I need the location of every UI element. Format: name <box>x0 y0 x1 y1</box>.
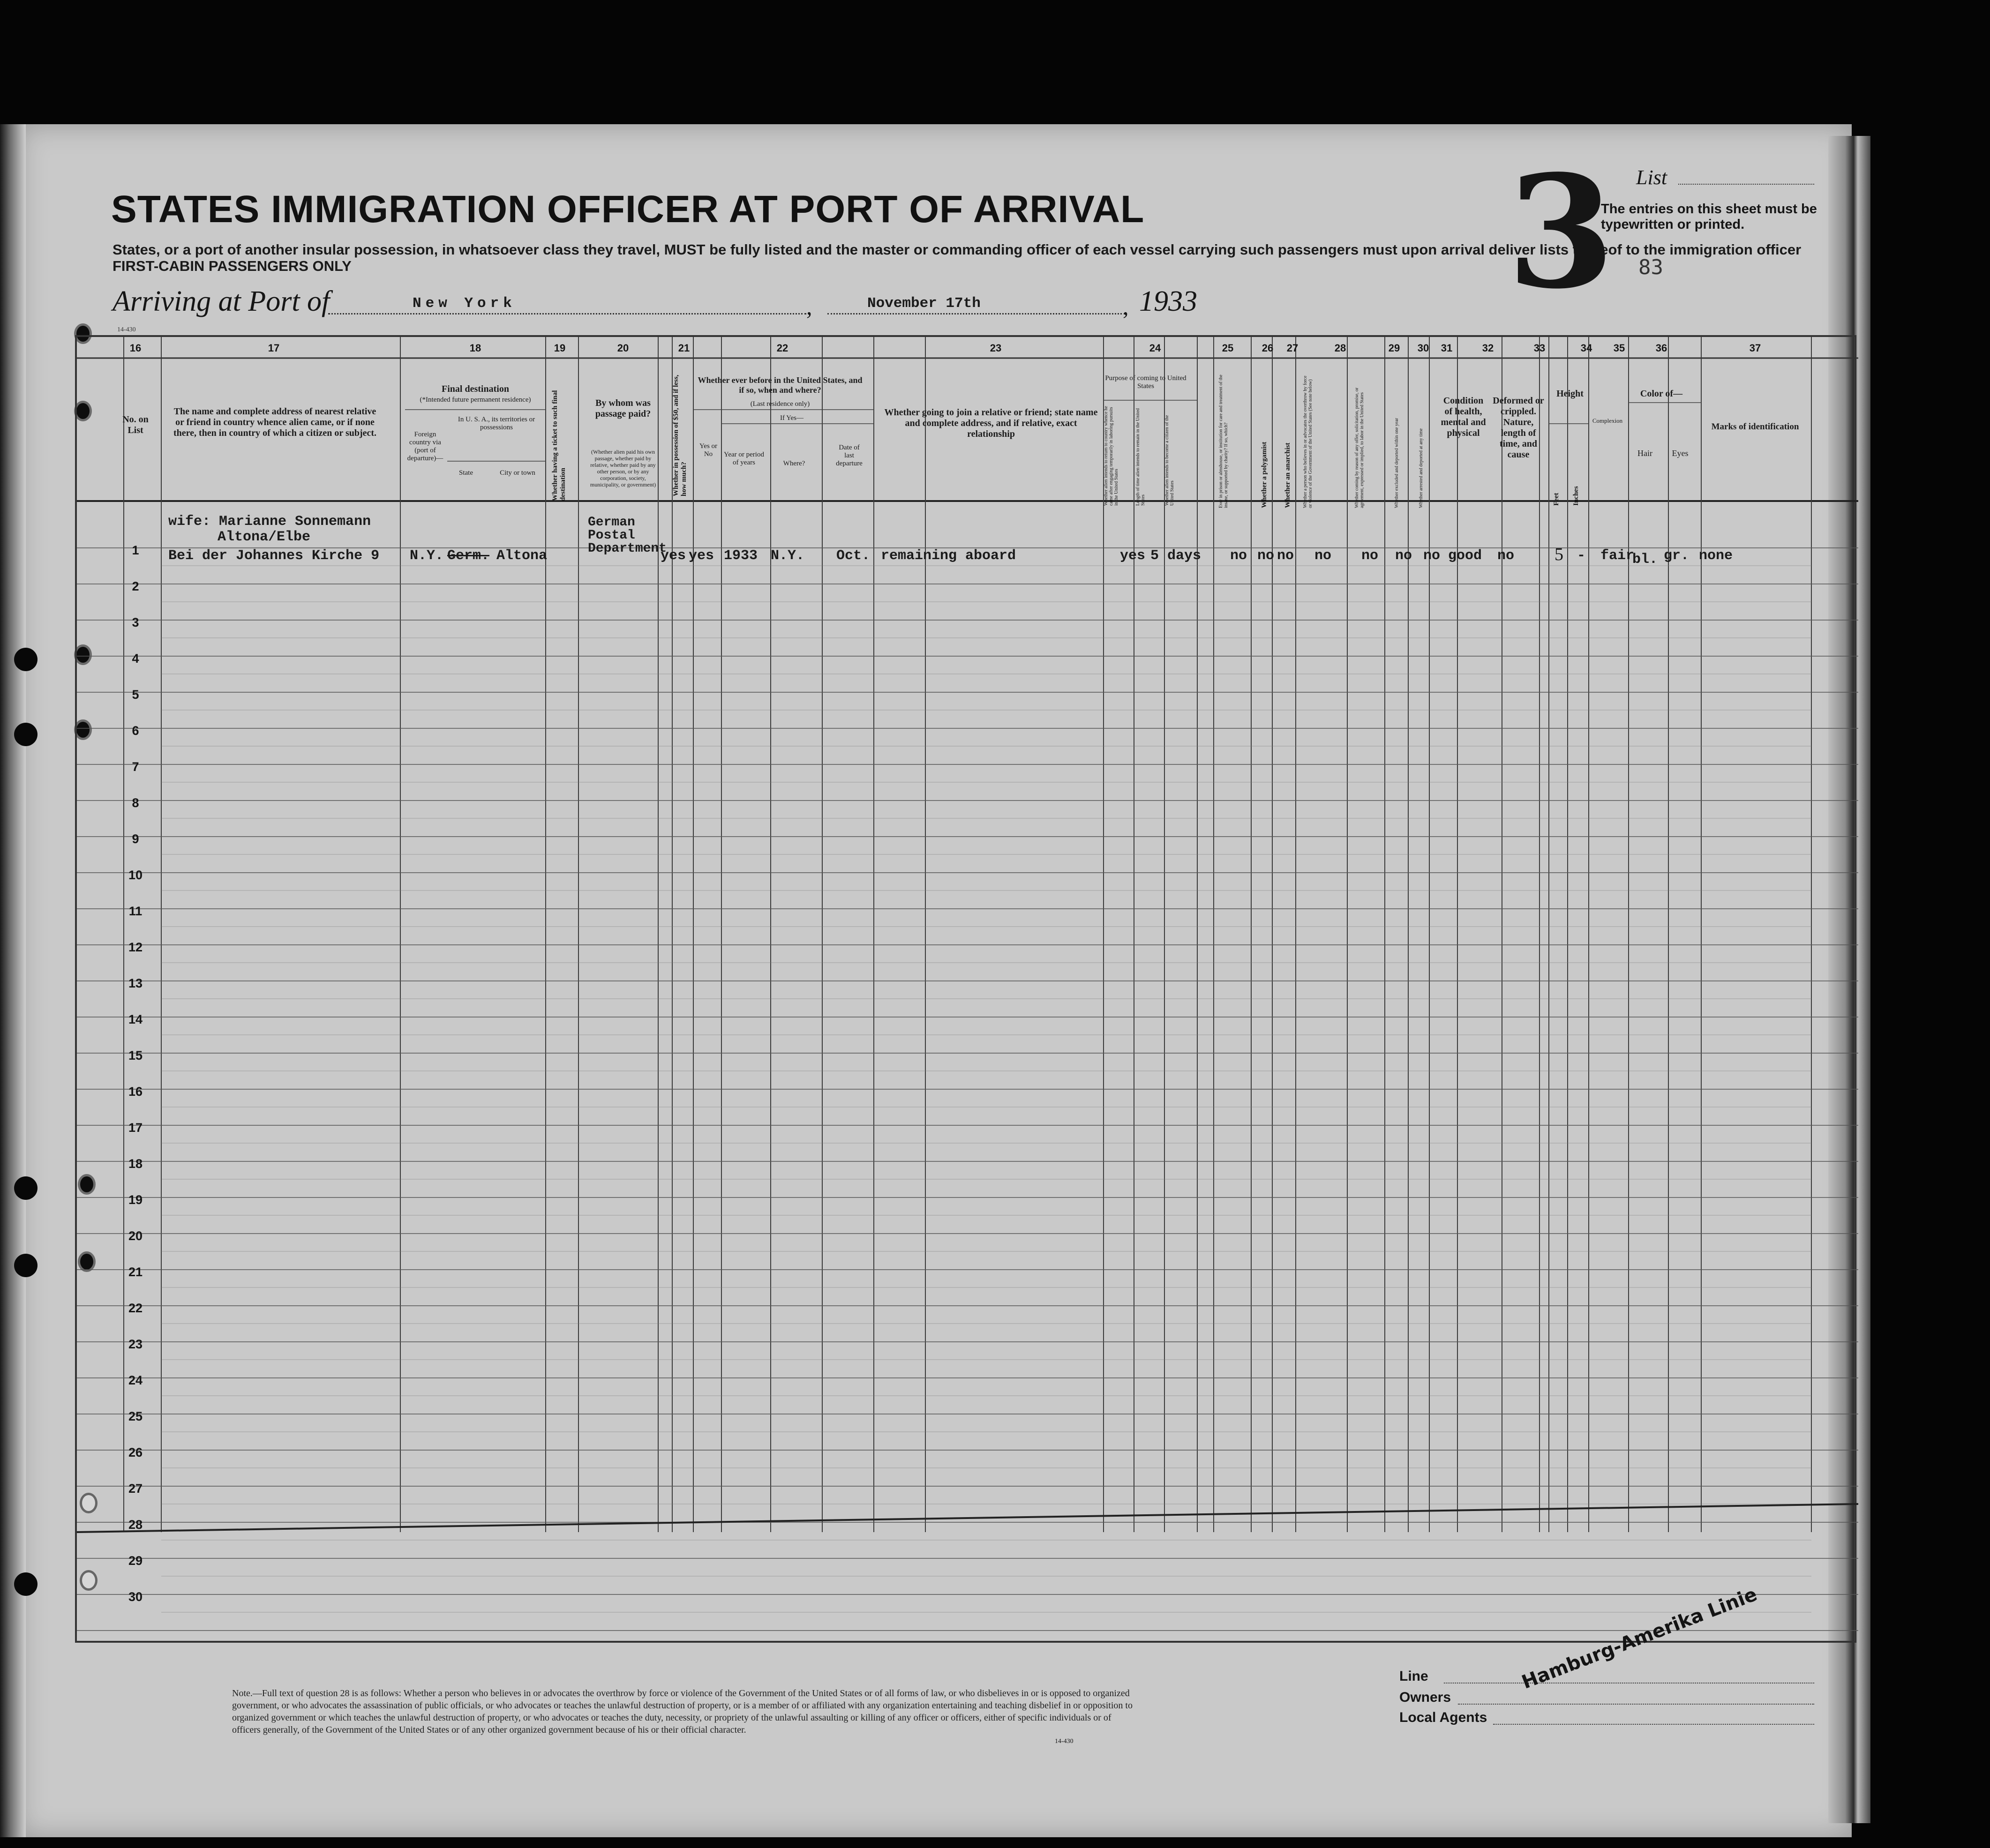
col-number: 28 <box>1334 342 1346 354</box>
paid-by-line1: German <box>588 515 635 530</box>
binder-hole <box>14 1176 38 1200</box>
paid-by-line2: Postal <box>588 528 635 543</box>
col-number: 29 <box>1388 342 1400 354</box>
row-number: 13 <box>128 976 143 990</box>
header-last-residence: (Last residence only) <box>750 400 810 408</box>
col-number: 27 <box>1286 342 1299 354</box>
page-number: 83 <box>1638 255 1663 279</box>
header-excluded: Whether excluded and deported within one year <box>1394 418 1399 508</box>
row-number: 23 <box>128 1337 143 1351</box>
arriving-label: Arriving at Port of <box>113 285 330 317</box>
sheet-number: 3 <box>1507 141 1615 323</box>
header-inches: Inches <box>1572 486 1580 506</box>
row-number: 27 <box>128 1481 143 1496</box>
header-citizen-intent: Whether alien intends to become a citizen of the United States <box>1164 415 1175 506</box>
col-number: 19 <box>554 342 566 354</box>
header-where: Where? <box>783 460 805 467</box>
eyes-value: gr. <box>1664 548 1690 564</box>
row-number: 18 <box>128 1157 143 1171</box>
header-complexion: Complexion <box>1592 417 1623 424</box>
row-number: 15 <box>128 1048 143 1062</box>
header-return-intent: Whether alien intends to return to country whence he came after engaging temporarily in laboring pursuits in the United States <box>1104 406 1119 506</box>
row-number: 2 <box>132 579 139 593</box>
header-health: Condition of health, mental and physical <box>1441 396 1486 438</box>
owners-line <box>1458 1704 1814 1705</box>
row-number: 29 <box>128 1554 143 1568</box>
col-number: 16 <box>129 342 142 354</box>
date-line <box>827 313 1125 314</box>
col-number: 24 <box>1149 342 1161 354</box>
class-line: FIRST-CABIN PASSENGERS ONLY <box>113 258 352 274</box>
header-date-departure: Date of last departure <box>836 444 863 467</box>
col-number: 26 <box>1262 342 1274 354</box>
header-in-usa: In U. S. A., its territories or possessions <box>458 416 535 431</box>
years-value: 1933 <box>724 548 758 564</box>
row-number: 17 <box>128 1121 143 1135</box>
row-number: 7 <box>132 760 139 774</box>
col-number: 37 <box>1749 342 1761 354</box>
port-line <box>328 313 806 314</box>
col-number: 32 <box>1482 342 1494 354</box>
row-number: 4 <box>132 651 139 666</box>
paid-by-line3: Department <box>588 541 667 556</box>
row-number: 20 <box>128 1229 143 1243</box>
header-if-yes: If Yes— <box>780 414 804 422</box>
header-foreign-country: Foreign country via (port of departure)— <box>407 431 443 462</box>
row-number: 9 <box>132 832 139 846</box>
comma: , <box>1123 293 1129 320</box>
row-number: 21 <box>128 1265 143 1279</box>
header-hair: Hair <box>1637 449 1652 458</box>
polygamist-value: no <box>1257 548 1275 564</box>
relative-name: wife: Marianne Sonnemann <box>168 514 371 530</box>
port-value: New York <box>413 295 516 312</box>
col-number: 34 <box>1580 342 1592 354</box>
col-number: 36 <box>1655 342 1667 354</box>
row-number: 22 <box>128 1301 143 1315</box>
entries-note: The entries on this sheet must be typewritten or printed. <box>1601 202 1817 232</box>
header-feet: Feet <box>1553 493 1560 506</box>
header-destination-note: (*Intended future permanent residence) <box>420 396 531 404</box>
col-number: 23 <box>990 342 1002 354</box>
row-number: 24 <box>128 1373 143 1387</box>
binder-hole <box>14 723 38 746</box>
shipping-line-stamp: Hamburg-Amerika Linie <box>1519 1583 1760 1693</box>
row-number: 12 <box>128 940 143 954</box>
row-number: 16 <box>128 1085 143 1099</box>
row-number: 10 <box>128 868 143 882</box>
manifest-table <box>75 335 1856 1643</box>
relative-address: Bei der Johannes Kirche 9 <box>168 548 380 564</box>
header-join-relative: Whether going to join a relative or friend; state name and complete address, and if relative, exact relationship <box>884 407 1098 439</box>
health-value: good <box>1448 548 1482 564</box>
header-marks: Marks of identification <box>1711 422 1799 432</box>
row-number: 30 <box>128 1590 143 1604</box>
col-number: 33 <box>1533 342 1546 354</box>
before-value: yes <box>689 548 714 564</box>
date-value: November 17th <box>867 295 981 312</box>
length-stay-value: 5 days <box>1150 548 1202 564</box>
header-no-on-list: No. on List <box>122 414 149 435</box>
row-number: 1 <box>132 543 139 557</box>
col-number: 30 <box>1417 342 1429 354</box>
complexion-value: fair <box>1600 548 1635 564</box>
prison-value: no <box>1230 548 1247 564</box>
header-state: State <box>459 469 473 477</box>
header-prison: Ever in prison or almshouse, or institution for care and treatment of the insane, or supported by charity? If so, which? <box>1218 374 1229 508</box>
header-purpose: Purpose of coming to United States <box>1105 374 1186 390</box>
table-grid <box>77 337 1858 1645</box>
marks-value: none <box>1699 548 1733 564</box>
header-passage-note: (Whether alien paid his own passage, whether paid by relative, whether paid by any other person, or by any corporation, society, municipality, or government) <box>590 449 656 488</box>
hair-value: bl. <box>1632 552 1658 568</box>
departure-date: Oct. <box>836 548 871 564</box>
row-number: 6 <box>132 724 139 738</box>
destination-city: Altona <box>496 548 548 564</box>
header-deformed: Deformed or crippled. Nature, length of time, and cause <box>1493 396 1544 460</box>
question-28-note: Note.—Full text of question 28 is as follows: Whether a person who believes in or advocates the overthrow by force or violence of the Government of the United States or of all forms of law, or who disbelieves in or is opposed to organized government, or who advocates the assassination of public officials, or who advocates or teaches the unlawful destruction of property, or is a member of or affiliated with any organization entertaining and teaching disbelief in or opposition to organized government or which teaches the unlawful destruction of property, or who advocates or teaches the duty, necessity, or propriety of the unlawful assaulting or killing of any officer or officers, either of specific individuals or of officers generally, of the Government of the United States or of any other organized government because of his or their official character. <box>232 1688 1133 1735</box>
deformed-value: no <box>1497 548 1515 564</box>
row-number: 26 <box>128 1445 143 1459</box>
agents-label: Local Agents <box>1399 1710 1487 1725</box>
row-number: 5 <box>132 688 139 702</box>
row-number: 19 <box>128 1193 143 1207</box>
form-instructions: States, or a port of another insular possession, in whatsoever class they travel, MUST be fully listed and the master or commanding officer of each vessel carrying such passengers must upon arrival deliver lists thereof to the immigration officer <box>113 241 1802 258</box>
form-title: STATES IMMIGRATION OFFICER AT PORT OF ARRIVAL <box>111 188 1145 231</box>
joining-value: remaining aboard <box>881 548 1016 564</box>
owners-label: Owners <box>1399 1690 1451 1705</box>
header-money: Whether in possession of $50, and if less, how much? <box>672 374 688 496</box>
col-number: 35 <box>1613 342 1625 354</box>
header-yes-no: Yes or No <box>699 442 718 458</box>
header-nearest-relative: The name and complete address of nearest relative or friend in country whence alien came, or if none there, then in country of which a citizen or subject. <box>173 406 377 438</box>
list-label: List <box>1636 166 1667 189</box>
deported-value: no <box>1423 548 1441 564</box>
overthrow-value: no <box>1314 548 1332 564</box>
header-polygamist: Whether a polygamist <box>1261 441 1268 508</box>
col-number: 31 <box>1441 342 1453 354</box>
row-number: 3 <box>132 615 139 629</box>
header-length-stay: Length of time alien intends to remain in the United States <box>1135 408 1146 506</box>
destination-state: N.Y. <box>410 548 444 564</box>
line-label: Line <box>1399 1668 1428 1684</box>
comma: , <box>806 293 812 320</box>
money-value: yes <box>661 548 686 564</box>
binder-hole <box>14 648 38 671</box>
agents-line <box>1493 1724 1814 1725</box>
note-form-code: 14-430 <box>1055 1738 1074 1745</box>
binder-hole <box>14 1254 38 1277</box>
height-feet: 5 <box>1554 545 1563 564</box>
relative-city: Altona/Elbe <box>218 529 311 545</box>
header-height: Height <box>1556 389 1584 399</box>
col-number: 22 <box>776 342 788 354</box>
where-value: N.Y. <box>771 548 805 564</box>
row-number: 11 <box>128 904 143 918</box>
col-number: 18 <box>469 342 481 354</box>
header-ever-before: Whether ever before in the United States, and if so, when and where? <box>698 375 863 395</box>
col-number: 21 <box>678 342 690 354</box>
anarchist-value: no <box>1277 548 1294 564</box>
row-number: 25 <box>128 1409 143 1423</box>
col-number: 17 <box>268 342 280 354</box>
offer-value: no <box>1361 548 1379 564</box>
header-eyes: Eyes <box>1672 449 1689 458</box>
header-overthrow: Whether a person who believes in or advocates the overthrow by force or violence of the Government of the United States (See note below) <box>1303 375 1313 508</box>
list-line <box>1678 184 1814 185</box>
header-final-destination: Final destination <box>442 384 509 394</box>
return-intent-value: yes <box>1120 548 1146 564</box>
header-anarchist: Whether an anarchist <box>1284 442 1292 508</box>
col-number: 25 <box>1222 342 1234 354</box>
header-deported: Whether arrested and deported at any time <box>1419 428 1424 508</box>
header-color-of: Color of— <box>1640 389 1683 399</box>
form-code: 14-430 <box>117 326 136 333</box>
year-value: 1933 <box>1139 285 1197 317</box>
row-number: 8 <box>132 796 139 810</box>
destination-foreign: Germ. <box>447 548 490 564</box>
header-labor-offer: Whether coming by reason of any offer, solicitation, promise, or agreement, expressed or implied, to labor in the United States <box>1354 387 1365 508</box>
table-bottom-line <box>77 1504 1858 1532</box>
header-city: City or town <box>500 469 535 477</box>
header-ticket: Whether having a ticket to such final destination <box>551 390 567 501</box>
binder-hole <box>14 1572 38 1596</box>
row-number: 14 <box>128 1012 143 1026</box>
header-passage-paid: By whom was passage paid? <box>595 398 651 419</box>
col-number: 20 <box>617 342 629 354</box>
height-inches: - <box>1577 548 1586 564</box>
excluded-value: no <box>1395 548 1412 564</box>
row-number: 28 <box>128 1518 143 1532</box>
header-year-period: Year or period of years <box>724 451 764 466</box>
